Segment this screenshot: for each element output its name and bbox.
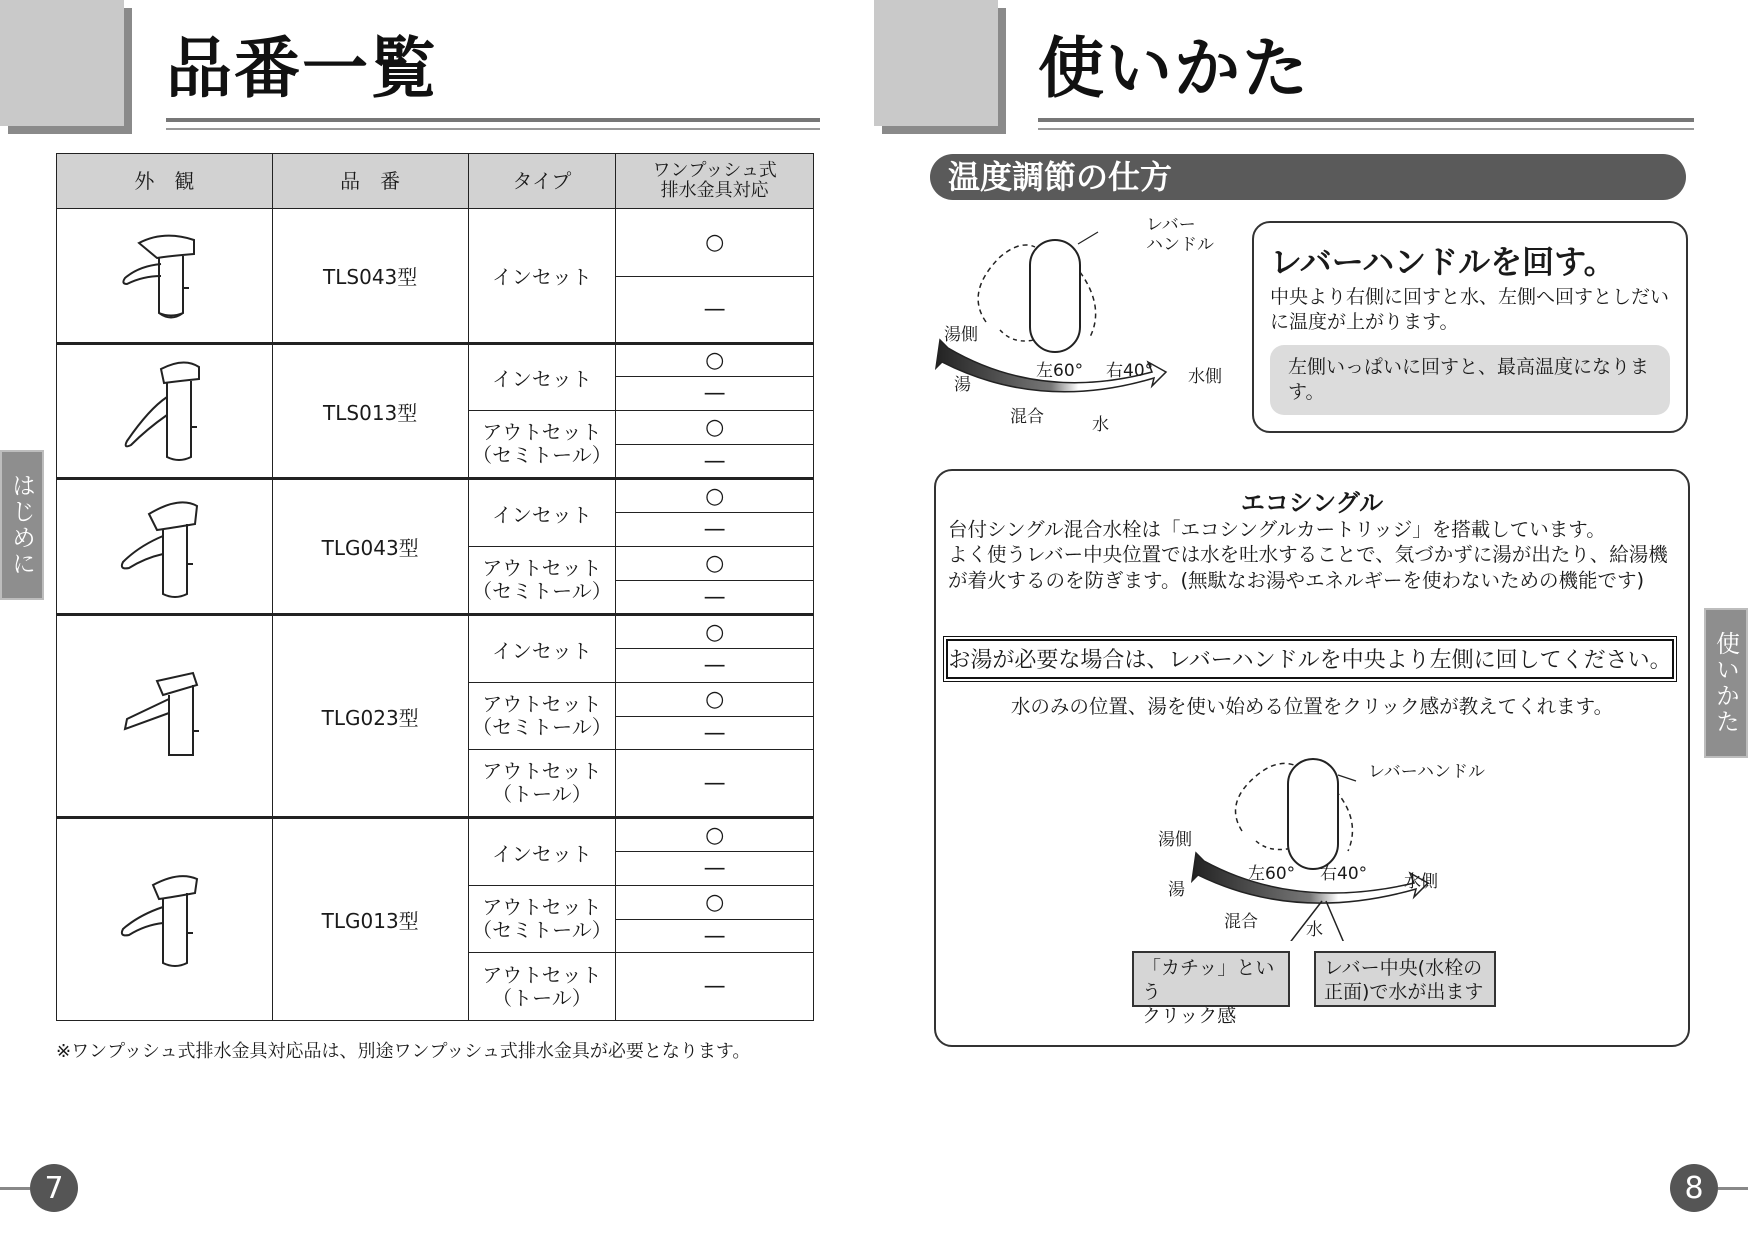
d2-hot-side: 湯側 bbox=[1158, 830, 1192, 850]
d1-mix: 混合 bbox=[1010, 407, 1044, 427]
right-page-title: 使いかた bbox=[1038, 30, 1310, 107]
onepush-mark: — bbox=[616, 445, 814, 479]
onepush-mark: — bbox=[616, 649, 814, 683]
d2-left-angle: 左60° bbox=[1248, 864, 1296, 884]
type-cell: インセット bbox=[468, 818, 616, 886]
d2-mix: 混合 bbox=[1224, 912, 1258, 932]
faucet-image-cell bbox=[57, 344, 273, 479]
left-title-rule-2 bbox=[166, 128, 820, 130]
callout-click: 「カチッ」という クリック感 bbox=[1132, 951, 1290, 1007]
type-cell: インセット bbox=[468, 479, 616, 547]
model-cell: TLS043型 bbox=[272, 209, 468, 344]
model-cell: TLG013型 bbox=[272, 818, 468, 1021]
onepush-mark: ○ bbox=[616, 479, 814, 513]
section-title-bar: 温度調節の仕方 bbox=[930, 154, 1686, 200]
onepush-mark: ○ bbox=[616, 818, 814, 852]
eco-heading: エコシングル bbox=[1240, 489, 1384, 517]
onepush-mark: — bbox=[616, 513, 814, 547]
onepush-mark: ○ bbox=[616, 411, 814, 445]
onepush-mark: ○ bbox=[616, 547, 814, 581]
faucet-tls043-icon bbox=[109, 218, 219, 328]
onepush-mark: — bbox=[616, 920, 814, 953]
faucet-image-cell bbox=[57, 615, 273, 818]
type-cell: アウトセット （セミトール） bbox=[468, 886, 616, 953]
d2-water: 水 bbox=[1306, 920, 1323, 940]
faucet-image-cell bbox=[57, 818, 273, 1021]
header-appearance: 外 観 bbox=[57, 154, 273, 209]
type-cell: インセット bbox=[468, 209, 616, 344]
type-cell: アウトセット （トール） bbox=[468, 750, 616, 818]
onepush-mark: ○ bbox=[616, 615, 814, 649]
instruction-box bbox=[1252, 221, 1688, 433]
right-page-number: 8 bbox=[1670, 1164, 1718, 1212]
onepush-mark: ○ bbox=[616, 209, 814, 277]
side-tab-intro[interactable]: はじめに bbox=[0, 450, 44, 600]
type-cell: アウトセット （セミトール） bbox=[468, 683, 616, 750]
onepush-mark: — bbox=[616, 953, 814, 1021]
footnote: ※ワンプッシュ式排水金具対応品は、別途ワンプッシュ式排水金具が必要となります。 bbox=[56, 1041, 751, 1062]
right-header-block bbox=[874, 0, 998, 126]
faucet-image-cell bbox=[57, 209, 273, 344]
model-cell: TLG023型 bbox=[272, 615, 468, 818]
d1-hot-side: 湯側 bbox=[944, 325, 978, 345]
left-page-title: 品番一覧 bbox=[166, 30, 438, 107]
left-header-block bbox=[0, 0, 124, 126]
eco-body: 台付シングル混合水栓は「エコシングルカートリッジ」を搭載しています。 よく使うレバー中央位置では水を吐水することで、気づかずに湯が出たり、給湯機が着火するのを防ぎます。(無駄なお湯やエネルギーを使わないための機能です) bbox=[948, 518, 1668, 592]
faucet-tlg043-icon bbox=[109, 484, 219, 604]
right-title-rule bbox=[1038, 118, 1694, 122]
d1-left-angle: 左60° bbox=[1036, 361, 1084, 381]
faucet-tls013-icon bbox=[109, 349, 219, 469]
d2-cold-side: 水側 bbox=[1404, 872, 1438, 892]
onepush-mark: — bbox=[616, 277, 814, 344]
model-cell: TLS013型 bbox=[272, 344, 468, 479]
header-type: タイプ bbox=[468, 154, 616, 209]
product-table bbox=[56, 153, 814, 1021]
header-onepush: ワンプッシュ式 排水金具対応 bbox=[616, 154, 814, 209]
onepush-mark: ○ bbox=[616, 683, 814, 717]
onepush-mark: — bbox=[616, 852, 814, 886]
type-cell: アウトセット （トール） bbox=[468, 953, 616, 1021]
onepush-mark: ○ bbox=[616, 344, 814, 377]
callout-center: レバー中央(水栓の 正面)で水が出ます bbox=[1314, 951, 1496, 1007]
d2-hot: 湯 bbox=[1168, 880, 1185, 900]
d2-lever-label: レバーハンドル bbox=[1368, 762, 1485, 782]
model-cell: TLG043型 bbox=[272, 479, 468, 615]
left-page-number-line bbox=[0, 1187, 30, 1190]
right-page-number-line bbox=[1718, 1187, 1748, 1190]
onepush-mark: — bbox=[616, 377, 814, 411]
faucet-image-cell bbox=[57, 479, 273, 615]
d1-water: 水 bbox=[1092, 415, 1109, 435]
left-title-rule bbox=[166, 118, 820, 122]
d1-hot: 湯 bbox=[954, 375, 971, 395]
type-cell: アウトセット （セミトール） bbox=[468, 411, 616, 479]
faucet-tlg013-icon bbox=[109, 857, 219, 977]
type-cell: インセット bbox=[468, 344, 616, 411]
faucet-tlg023-icon bbox=[109, 659, 219, 769]
onepush-mark: — bbox=[616, 581, 814, 615]
onepush-mark: — bbox=[616, 750, 814, 818]
d1-lever-label: レバー ハンドル bbox=[1146, 215, 1214, 255]
right-title-rule-2 bbox=[1038, 128, 1694, 130]
d2-right-angle: 右40° bbox=[1320, 864, 1368, 884]
onepush-mark: ○ bbox=[616, 886, 814, 920]
instruction-text: 中央より右側に回すと水、左側へ回すとしだいに温度が上がります。 bbox=[1270, 286, 1670, 333]
eco-click-note: 水のみの位置、湯を使い始める位置をクリック感が教えてくれます。 bbox=[1010, 695, 1614, 718]
instruction-heading: レバーハンドルを回す。 bbox=[1270, 243, 1616, 281]
left-page-number: 7 bbox=[30, 1164, 78, 1212]
d1-right-angle: 右40° bbox=[1106, 361, 1154, 381]
onepush-mark: — bbox=[616, 717, 814, 750]
header-model: 品 番 bbox=[272, 154, 468, 209]
eco-boxed-notice: お湯が必要な場合は、レバーハンドルを中央より左側に回してください。 bbox=[946, 639, 1674, 679]
side-tab-usage[interactable]: 使いかた bbox=[1704, 608, 1748, 758]
instruction-note: 左側いっぱいに回すと、最高温度になります。 bbox=[1270, 345, 1670, 415]
type-cell: インセット bbox=[468, 615, 616, 683]
d1-cold-side: 水側 bbox=[1188, 367, 1222, 387]
table-header-row bbox=[57, 154, 814, 209]
type-cell: アウトセット （セミトール） bbox=[468, 547, 616, 615]
eco-box bbox=[934, 469, 1690, 1047]
